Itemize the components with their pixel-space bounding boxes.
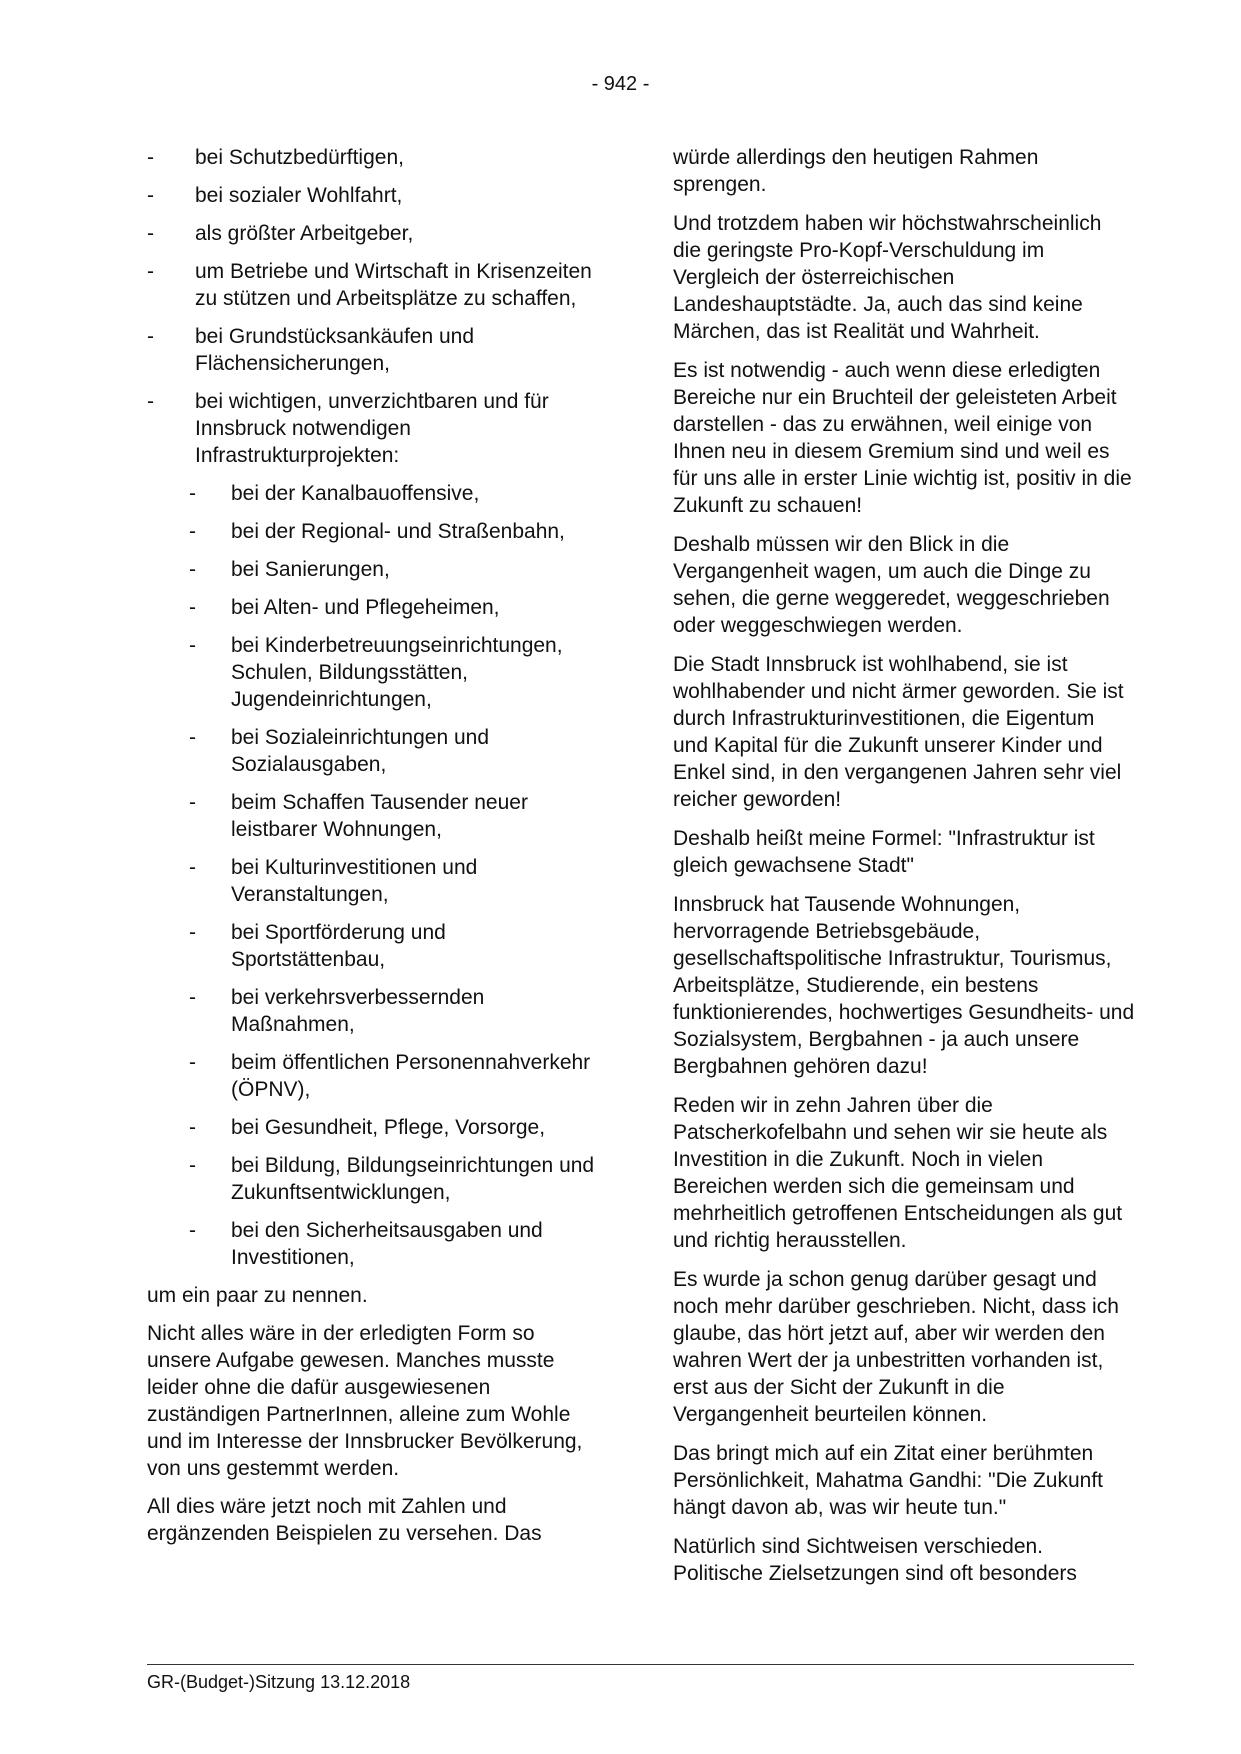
list-dash: - bbox=[189, 520, 196, 543]
paragraph: Nicht alles wäre in der erledigten Form so unsere Aufgabe gewesen. Manches musste leider ohne die dafür ausgewiesenen zuständigen PartnerInnen, alleine zum Wohle und im Interesse der Innsbrucker Bevölkerung, von uns gestemmt werden. bbox=[147, 1322, 583, 1480]
paragraph: Und trotzdem haben wir höchstwahrscheinlich die geringste Pro-Kopf-Verschuldung im Vergleich der österreichischen Landeshauptstädte. Ja, auch das sind keine Märchen, das ist Realität und Wahrheit. bbox=[673, 212, 1102, 343]
sub-list-item bbox=[147, 789, 602, 843]
list-item-text: bei sozialer Wohlfahrt, bbox=[195, 184, 403, 207]
right-column bbox=[673, 144, 1135, 1599]
list-item-text: bei Sportförderung und Sportstättenbau, bbox=[231, 921, 446, 971]
list-item-text: bei Kinderbetreuungseinrichtungen, Schulen, Bildungsstätten, Jugendeinrichtungen, bbox=[231, 634, 563, 711]
paragraph: würde allerdings den heutigen Rahmen sprengen. bbox=[673, 146, 1039, 196]
sub-list-item bbox=[147, 984, 602, 1038]
list-dash: - bbox=[147, 146, 154, 169]
paragraph: Innsbruck hat Tausende Wohnungen, hervorragende Betriebsgebäude, gesellschaftspolitische Infrastruktur, Tourismus, Arbeitsplätze, Studierende, ein bestens funktionierendes, hochwertiges Gesundheits- und Sozialsystem, Bergbahnen - ja auch unsere Bergbahnen gehören dazu! bbox=[673, 893, 1135, 1078]
list-item-text: bei Gesundheit, Pflege, Vorsorge, bbox=[231, 1116, 546, 1139]
list-dash: - bbox=[189, 558, 196, 581]
paragraph: Reden wir in zehn Jahren über die Patscherkofelbahn und sehen wir sie heute als Investition in die Zukunft. Noch in vielen Bereichen werden sich die gemeinsam und mehrheitlich getroffenen Entscheidungen als gut und richtig herausstellen. bbox=[673, 1094, 1123, 1252]
list-item-text: bei der Regional- und Straßenbahn, bbox=[231, 520, 565, 543]
sub-list-item bbox=[147, 919, 602, 973]
bullet-list bbox=[147, 144, 602, 1271]
sub-list-item bbox=[147, 724, 602, 778]
list-item-text: bei Alten- und Pflegeheimen, bbox=[231, 596, 500, 619]
list-item bbox=[147, 144, 602, 171]
sub-list-item bbox=[147, 1217, 602, 1271]
list-dash: - bbox=[189, 634, 196, 657]
sub-list-item bbox=[147, 1049, 602, 1103]
list-item-text: bei wichtigen, unverzichtbaren und für Innsbruck notwendigen Infrastrukturprojekten: bbox=[195, 390, 549, 467]
footer-divider bbox=[147, 1664, 1134, 1665]
list-item-text: bei Kulturinvestitionen und Veranstaltungen, bbox=[231, 856, 478, 906]
paragraph: Die Stadt Innsbruck ist wohlhabend, sie ist wohlhabender und nicht ärmer geworden. Sie ist durch Infrastrukturinvestitionen, die Eigentum und Kapital für die Zukunft unserer Kinder und Enkel sind, in den vergangenen Jahren sehr viel reicher geworden! bbox=[673, 653, 1124, 811]
paragraph: Deshalb müssen wir den Blick in die Vergangenheit wagen, um auch die Dinge zu sehen, die gerne weggeredet, weggeschrieben oder weggeschwiegen werden. bbox=[673, 533, 1110, 637]
list-dash: - bbox=[147, 325, 154, 348]
list-dash: - bbox=[147, 184, 154, 207]
list-item-text: bei Schutzbedürftigen, bbox=[195, 146, 404, 169]
list-dash: - bbox=[189, 726, 196, 749]
paragraph: Das bringt mich auf ein Zitat einer berühmten Persönlichkeit, Mahatma Gandhi: "Die Zukunft hängt davon ab, was wir heute tun." bbox=[673, 1442, 1103, 1519]
list-dash: - bbox=[189, 596, 196, 619]
list-dash: - bbox=[189, 986, 196, 1009]
list-dash: - bbox=[147, 390, 154, 413]
list-dash: - bbox=[147, 222, 154, 245]
list-item bbox=[147, 258, 602, 312]
list-dash: - bbox=[189, 1116, 196, 1139]
footer-text: GR-(Budget-)Sitzung 13.12.2018 bbox=[147, 1672, 411, 1692]
list-item-text: bei Sanierungen, bbox=[231, 558, 390, 581]
list-dash: - bbox=[189, 482, 196, 505]
list-dash: - bbox=[147, 260, 154, 283]
list-item-text: bei Bildung, Bildungseinrichtungen und Zukunftsentwicklungen, bbox=[231, 1154, 595, 1204]
paragraph: Es ist notwendig - auch wenn diese erledigten Bereiche nur ein Bruchteil der geleisteten Arbeit darstellen - das zu erwähnen, weil einige von Ihnen neu in diesem Gremium sind und weil es für uns alle in erster Linie wichtig ist, positiv in die Zukunft zu schauen! bbox=[673, 359, 1132, 517]
list-item bbox=[147, 388, 602, 469]
list-item-text: um Betriebe und Wirtschaft in Krisenzeiten zu stützen und Arbeitsplätze zu schaffen, bbox=[195, 260, 592, 310]
paragraph: um ein paar zu nennen. bbox=[147, 1284, 368, 1307]
sub-list-item bbox=[147, 556, 602, 583]
list-dash: - bbox=[189, 921, 196, 944]
sub-list-item bbox=[147, 480, 602, 507]
page-number: - 942 - bbox=[591, 73, 650, 95]
list-item-text: bei Sozialeinrichtungen und Sozialausgaben, bbox=[231, 726, 490, 776]
list-item-text: beim Schaffen Tausender neuer leistbarer Wohnungen, bbox=[231, 791, 528, 841]
list-dash: - bbox=[189, 856, 196, 879]
list-item-text: bei der Kanalbauoffensive, bbox=[231, 482, 480, 505]
list-item bbox=[147, 182, 602, 209]
sub-list-item bbox=[147, 632, 602, 713]
list-item-text: beim öffentlichen Personennahverkehr (ÖPNV), bbox=[231, 1051, 591, 1101]
list-item-text: bei verkehrsverbessernden Maßnahmen, bbox=[231, 986, 485, 1036]
list-item-text: bei Grundstücksankäufen und Flächensicherungen, bbox=[195, 325, 475, 375]
sub-list-item bbox=[147, 518, 602, 545]
list-dash: - bbox=[189, 1219, 196, 1242]
list-dash: - bbox=[189, 1051, 196, 1074]
paragraph: Natürlich sind Sichtweisen verschieden. Politische Zielsetzungen sind oft besonders bbox=[673, 1535, 1077, 1585]
list-dash: - bbox=[189, 791, 196, 814]
sub-list-item bbox=[147, 594, 602, 621]
sub-list-item bbox=[147, 854, 602, 908]
sub-list-item bbox=[147, 1152, 602, 1206]
list-item bbox=[147, 220, 602, 247]
sub-list-item bbox=[147, 1114, 602, 1141]
paragraph: All dies wäre jetzt noch mit Zahlen und ergänzenden Beispielen zu versehen. Das bbox=[147, 1495, 542, 1545]
paragraph: Deshalb heißt meine Formel: "Infrastruktur ist gleich gewachsene Stadt" bbox=[673, 827, 1095, 877]
paragraph: Es wurde ja schon genug darüber gesagt und noch mehr darüber geschrieben. Nicht, dass ich glaube, das hört jetzt auf, aber wir werden den wahren Wert der ja unbestritten vorhanden ist, erst aus der Sicht der Zukunft in die Vergangenheit beurteilen können. bbox=[673, 1268, 1119, 1426]
list-item bbox=[147, 323, 602, 377]
list-item-text: als größter Arbeitgeber, bbox=[195, 222, 414, 245]
list-item-text: bei den Sicherheitsausgaben und Investitionen, bbox=[231, 1219, 543, 1269]
left-column bbox=[147, 144, 602, 1558]
list-dash: - bbox=[189, 1154, 196, 1177]
